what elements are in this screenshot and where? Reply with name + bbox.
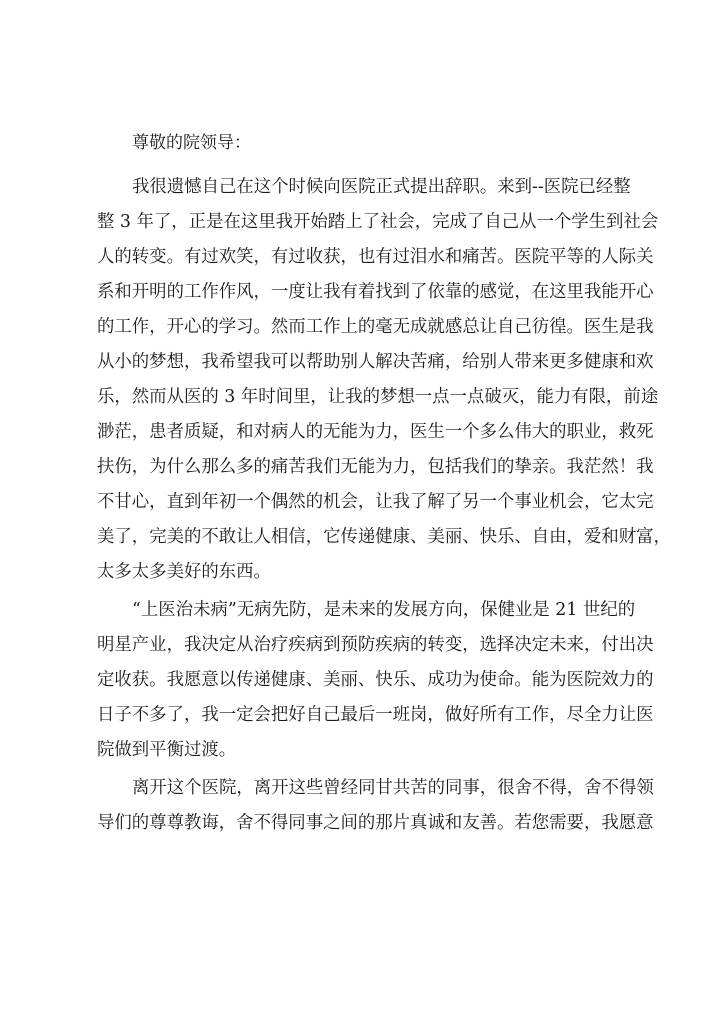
paragraph-2-line: 定收获。我愿意以传递健康、美丽、快乐、成功为使命。能为医院效力的 [97, 670, 654, 690]
paragraph-1-line: 我很遗憾自己在这个时候向医院正式提出辞职。来到--医院已经整 [132, 177, 631, 197]
paragraph-2-line: 日子不多了，我一定会把好自己最后一班岗，做好所有工作，尽全力让医 [97, 705, 654, 725]
paragraph-3-line: 导们的尊尊教诲，舍不得同事之间的那片真诚和友善。若您需要，我愿意 [97, 813, 654, 833]
paragraph-2-line: “上医治未病”无病先防，是未来的发展方向，保健业是 21 世纪的 [132, 600, 636, 620]
paragraph-1-line: 扶伤，为什么那么多的痛苦我们无能为力，包括我们的挚亲。我茫然！我 [97, 457, 654, 477]
paragraph-1-line: 整 3 年了，正是在这里我开始踏上了社会，完成了自己从一个学生到社会 [97, 212, 659, 232]
paragraph-3-line: 离开这个医院，离开这些曾经同甘共苦的同事，很舍不得，舍不得领 [132, 778, 654, 798]
paragraph-1-line: 美了，完美的不敢让人相信，它传递健康、美丽、快乐、自由，爱和财富， [97, 527, 671, 547]
paragraph-1-line: 人的转变。有过欢笑，有过收获，也有过泪水和痛苦。医院平等的人际关 [97, 247, 654, 267]
paragraph-1-line: 系和开明的工作作风，一度让我有着找到了依靠的感觉，在这里我能开心 [97, 282, 654, 302]
paragraph-1-line: 不甘心，直到年初一个偶然的机会，让我了解了另一个事业机会，它太完 [97, 492, 654, 512]
paragraph-1-line: 渺茫，患者质疑，和对病人的无能为力，医生一个多么伟大的职业，救死 [97, 422, 654, 442]
paragraph-1-line: 太多太多美好的东西。 [97, 562, 271, 582]
paragraph-1-line: 的工作，开心的学习。然而工作上的毫无成就感总让自己彷徨。医生是我 [97, 317, 654, 337]
paragraph-1-line: 从小的梦想，我希望我可以帮助别人解决苦痛，给别人带来更多健康和欢 [97, 352, 654, 372]
paragraph-2-line: 明星产业，我决定从治疗疾病到预防疾病的转变，选择决定未来，付出决 [97, 635, 654, 655]
paragraph-1-line: 乐，然而从医的 3 年时间里，让我的梦想一点一点破灭，能力有限，前途 [97, 387, 659, 407]
salutation: 尊敬的院领导： [132, 133, 251, 153]
paragraph-2-line: 院做到平衡过渡。 [97, 740, 237, 760]
letter-body [97, 174, 671, 845]
